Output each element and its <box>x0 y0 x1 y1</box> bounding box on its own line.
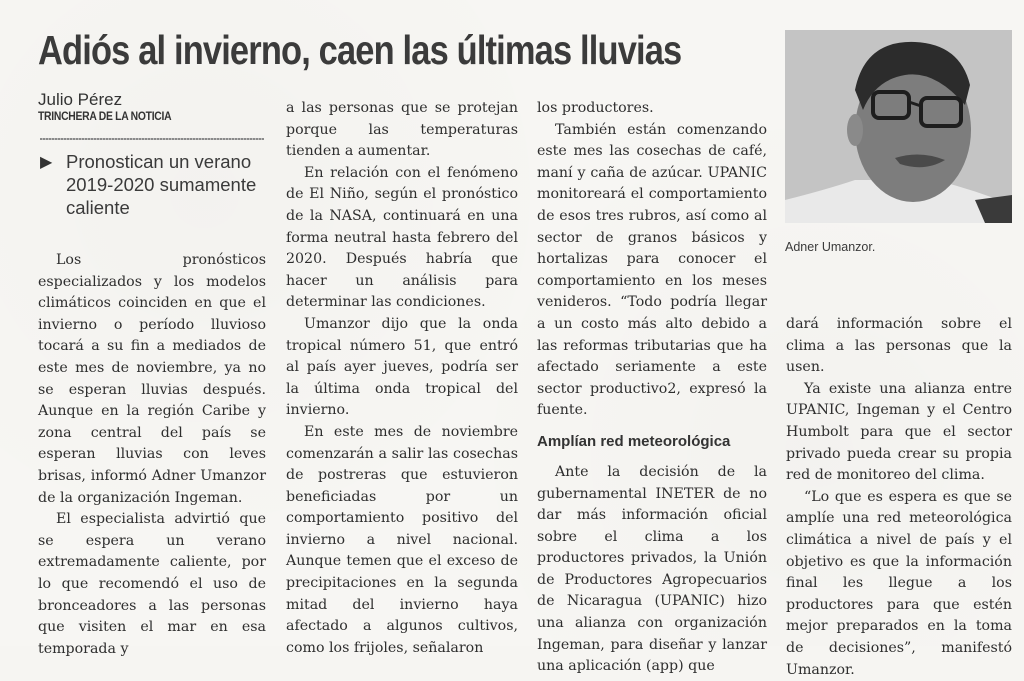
article-headline: Adiós al invierno, caen las últimas lluvias <box>38 27 682 73</box>
paragraph: En este mes de noviembre comenzarán a salir las cosechas de postreras que estuvieron beneficiadas por un comportamiento positivo del invierno a nivel nacional. Aunque temen que el exceso de precipitaciones en la segunda mitad del invierno haya afectado a algunos cultivos, como los frijoles, señalaron <box>286 423 518 656</box>
triangle-bullet-icon: ▶ <box>40 154 53 171</box>
paragraph: dará información sobre el clima a las personas que la usen. <box>786 316 1012 376</box>
paragraph: a las personas que se protejan porque las temperaturas tienden a aumentar. <box>286 100 518 160</box>
byline <box>38 90 264 125</box>
article-column-4 <box>786 314 1012 681</box>
paragraph: Umanzor dijo que la onda tropical número 51, que entró al país ayer jueves, podría ser la última onda tropical del invierno. <box>286 315 518 419</box>
section-subheading: Amplían red meteorológica <box>537 432 731 450</box>
article-column-3 <box>537 98 767 678</box>
paragraph: los productores. <box>537 100 654 116</box>
summary-callout <box>40 150 270 219</box>
article-column-1 <box>38 250 266 660</box>
paragraph: Los pronósticos especializados y los modelos climáticos coinciden en que el invierno o período lluvioso tocará a su fin a mediados de este mes de noviembre, ya no se esperan lluvias después. Aunque en la región Caribe y zona central del país se esperan lluvias con leves brisas, informó Adner Umanzor de la organización Ingeman. <box>38 252 266 506</box>
paragraph: Ya existe una alianza entre UPANIC, Ingeman y el Centro Humbolt para que el sector privado pueda crear su propia red de monitoreo del clima. <box>786 380 1012 484</box>
portrait-illustration <box>785 30 1012 223</box>
outlet-name: TRINCHERA DE LA NOTICIA <box>38 111 172 123</box>
paragraph: En relación con el fenómeno de El Niño, según el pronóstico de la NASA, continuará en una forma neutral hasta febrero del 2020. Después habría que hacer un análisis para determinar las condiciones. <box>286 164 518 311</box>
paragraph: El especialista advirtió que se espera un verano extremadamente caliente, por lo que recomendó el uso de bronceadores a las personas que visiten el mar en esa temporada y <box>38 511 266 657</box>
paragraph: “Lo que es espera es que se amplíe una red meteorológica climática a nivel de país y el objetivo es que la información final les llegue a los productores para que estén mejor preparados en la toma de decisiones”, manifestó Umanzor. <box>786 488 1012 678</box>
article-column-2 <box>286 98 518 659</box>
author-name: Julio Pérez <box>38 90 123 109</box>
photo-caption: Adner Umanzor. <box>785 240 876 254</box>
paragraph: Ante la decisión de la gubernamental INETER de no dar más información oficial sobre el clima a los productores privados, la Unión de Productores Agropecuarios de Nicaragua (UPANIC) hizo una alianza con organización Ingeman, para diseñar y lanzar una aplicación (app) que <box>537 463 767 675</box>
portrait-photo <box>785 30 1012 223</box>
paragraph: También están comenzando este mes las cosechas de café, maní y caña de azúcar. UPANIC monitoreará el comportamiento de esos tres rubros, así como al sector de granos básicos y hortalizas para conocer el comportamiento en los meses venideros. “Todo podría llegar a un costo más alto debido a las reformas tributarias que ha afectado seriamente a este sector productivo2, expresó la fuente. <box>537 121 767 419</box>
summary-text: Pronostican un verano 2019-2020 sumamente caliente <box>66 151 257 218</box>
byline-divider <box>40 138 264 140</box>
